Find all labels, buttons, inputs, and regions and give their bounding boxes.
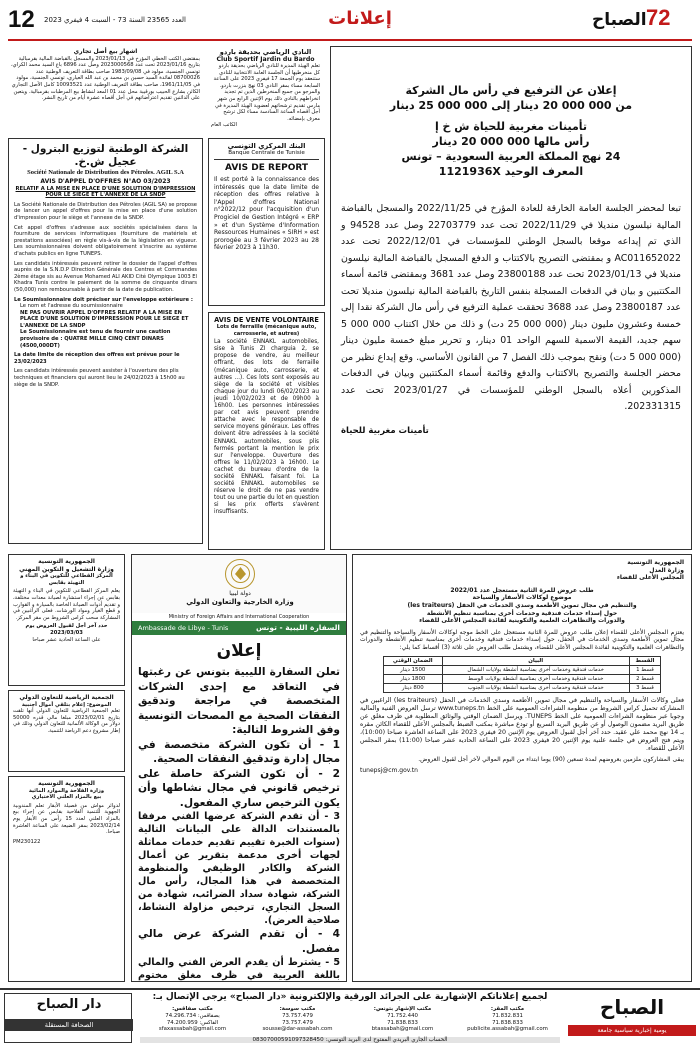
ennakl-sale-notice (208, 312, 325, 550)
business-sale-notice (8, 46, 203, 132)
office-line: بصفاقس: 74.296.734 (165, 1012, 220, 1019)
club-notice (208, 46, 323, 132)
table-header: القسط (629, 656, 661, 665)
embassy-ministry-ar: وزارة الخارجية والتعاون الدولي (186, 598, 294, 606)
office-email[interactable]: publicite.assabah@gmail.com (467, 1026, 548, 1033)
office-line: 71.838.833 (492, 1019, 523, 1026)
footer-headline: لجميع إعلاناتكم الإشهارية على الجرائد الورقية والإلكترونية «دار الصباح» يرجى الإتصال بـ: (152, 992, 548, 1002)
training-deadline: حدد آخر أجل لقبول العروض يوم 2023/03/03 (25, 623, 108, 636)
table-cell: 800 دينار (383, 683, 442, 692)
association-title: الجمعية الرياضية للتعاون الدولي (19, 694, 114, 701)
report-title: AVIS DE REPORT (224, 163, 309, 173)
capital-address: 24 نهج المملكة العربية السعودية – تونس (401, 150, 621, 163)
emblem-caption: دولة ليبيا (229, 590, 251, 597)
ennakl-body: La société ENNAKL automobiles, sise à Tunis ZI charguia 2, se propose de vendre, au meilleur offrant, des lots de ferraille (mécanique auto, carrosserie, et autres …). Ces lots sont exposés au siège de la société et visibles chaque jour du lundi 06/02/2023 au jeudi 10/02/2023 et de 09h00 à 16h00. Les personnes intéressées par cet avis peuvent prendre attache avec le responsable de service moyens généraux. Les offres doivent être adressées à la société ENNAKL automobiles, sous plis fermés portant la mention le prix sur l'enveloppe. Ouverture des offres le 11/02/2023 à 16h00. Le cachet du bureau d'ordre de la société ENNAKL faisant foi. La société ENNAKL automobiles se réserve le droit de ne pas vendre tout ou une partie du lot en question si les prix offerts s'avèrent insuffisants. (214, 339, 319, 516)
embassy-header (132, 555, 346, 613)
footer-account-bar: الحساب الجاري البريدي المفتوح لدى البريد التونسي: 08307000591097328450 (140, 1037, 560, 1043)
table-cell: خدمات فندقية وخدمات أخرى بمناسبة أنشطة بولايات الوسط (442, 674, 629, 683)
agil-bullet: NE PAS OUVRIR APPEL D'OFFRES RELATIF A LA MISE EN PLACE D'UNE SOLUTION D'IMPRESSION POUR LE SIEGE ET L'ANNEXE DE LA SNDP (20, 309, 189, 329)
gabes-title: الجمهورية التونسية (38, 780, 95, 787)
gabes-body: لدوائر مواش من فصيلة الأبقار تعلم المندوبية الجهوية للتنمية الفلاحية بقابس عن إجراء بيع بالمزاد العلني لعدد 15 رأس من الأبقار يوم 2023/02/14 بمقر الضيعة على الساعة العاشرة صباحا. (13, 802, 120, 836)
training-ministry: وزارة التشغيل و التكوين المهني (19, 565, 114, 573)
ennakl-title: AVIS DE VENTE VOLONTAIRE (214, 316, 319, 324)
embassy-intro: تعلن السفارة الليبية بتونس عن رغبتها في التعاقد مع إحدى الشركات المتخصصة في مراجعة وتدقيق النفقات الصحية مع المصحات التونسية وفق الشروط التالية: (138, 666, 340, 736)
office-email[interactable]: sousse@dar-assabah.com (262, 1026, 333, 1033)
footer-office-hq (455, 1006, 560, 1033)
bank-name-ar: البنك المركزي التونسي (227, 142, 306, 150)
agil-body3: Les candidats intéressés peuvent retirer le dossier de l'appel d'offres auprès de la S.N.D.P Direction Générale des Centres et Commandes 2ème étage sis au Avenue Mohamed ALI AKID Cité Olympique 1003 El Khadra Tunis contre le paiement de la somme de cinquante dinars (50,000) non remboursable à partir de la date de publication. (14, 260, 197, 293)
association-notice (8, 690, 125, 772)
club-title: النادي الرياضي بحديقة باردو (219, 48, 312, 56)
club-subtitle: Club Sportif Jardin du Bardo (216, 56, 315, 63)
header-rule (8, 39, 692, 41)
office-line: الفاكس: 74.200.959 (166, 1019, 219, 1026)
logo-text: الصباح (592, 10, 647, 30)
justice-call-scope: حول إسداء خدمات فندقية وخدمات أخرى بمناسبة تنظيم الأنشطة (426, 609, 618, 617)
footer-contact-banner (0, 988, 700, 1045)
emblem-icon (225, 559, 255, 589)
embassy-condition: 2 - أن تكون الشركة حاصلة على ترخيص قانوني في مجال نشاطها وأن يكون الترخيص ساري المفعول. (138, 767, 340, 809)
table-cell: 1500 دينار (383, 665, 442, 674)
embassy-condition: 3 - أن تقدم الشركة عرضها الفني مرفقا بالمستندات الدالة على البيانات التالية (سنوات الخبرة تقييم تقديم خدمات مماثلة لجهات أخرى مدعمة بتقرير عن أعمال الشركة والكادر الوظيفي والمنظومة المتخصصة في هذا المجال، رأس مال الشركة، شهادة سداد الضرائب، شهادة من السجل التجاري، ترخيص مزاولة النشاط، صلاحية العرض). (138, 811, 340, 926)
club-body: تعلم الهيئة المديرة للنادي الرياضي بحديقة باردو كل منخرطيها أن الجلسة العامة الانتخابية للنادي ستنعقد يوم الجمعة 17 فيفري 2023 على الساعة السابعة مساء بمقر النادي 03 نهج بنزرت باردو. والمرجو من جميع المنخرطين الذين تم تجديد انخراطهم بالنادي ذلك يوم الإثنين الرابع من شهر مارس تقديم ترشحاتهم لعضوية الهيئة المديرة في أجل أقصاه الساعة السادسة مساء لكل ترشح معرف بإمضائه. (213, 63, 320, 122)
training-time: على الساعة الحادية عشر صباحا (32, 636, 101, 643)
justice-ministry: وزارة العدل (649, 566, 684, 574)
justice-call-title: موضوع لوكالات الأسفار والسياحة (472, 594, 572, 602)
table-cell: قسط 3 (629, 683, 661, 692)
issue-line: العدد 23565 السنة 73 - السبت 4 فيفري 2023 (44, 16, 186, 24)
training-body: يعلم المركز القطاعي للتكوين في البناء و التهيئة بقابس عن إجراء استشارة لصيانة معدات مختلفة، و تقديم أدوات الصيانة الخاصة بالسيارة و القوارب و قطع الغيار ومواد الورشات. فعلى الراغبين في المشاركة سحب كراس الشروط من مقر المركز. (13, 588, 120, 621)
bank-name-fr: Banque Centrale de Tunisie (228, 150, 305, 156)
office-title: مكتب المقر: (490, 1006, 525, 1012)
central-bank-notice (208, 138, 325, 306)
banner-french: Ambassade de Libye - Tunis (138, 624, 229, 632)
training-center: المركز القطاعي للتكوين في البناء و التهيئة بقابس (20, 573, 113, 586)
footer-right-logo (568, 993, 696, 1043)
justice-call-ref: طلب عروض للمرة الثانية مستعجل عدد 2022/01 (450, 586, 594, 594)
table-cell: خدمات فندقية وخدمات أخرى بمناسبة أنشطة بولايات الشمال (442, 665, 629, 674)
table-header: الضمان الوقتي (383, 656, 442, 665)
agil-object: RELATIF A LA MISE EN PLACE D'UNE SOLUTION D'IMPRESSION POUR LE SIEGE ET L'ANNEXE DE LA SNDP (15, 185, 196, 199)
capital-amount-current: رأس مالها 000 000 20 دينار (432, 135, 590, 148)
capital-body: تبعا لمحضر الجلسة العامة الخارقة للعادة المؤرخ في 2022/11/25 والمسجل بالقباضة المالية نيلسون منديلا في 2022/11/29 تحت عدد 22703779 وصل عدد 94528 و الذي تم إيداعه موقعا بالسجل الوطني للمؤسسات في 2022/12/01 تحت عدد AC011652022 و بمقتضى التصريح بالاكتتاب و الدفع المسجل بالقباضة المالية نيلسون منديلا في 2023/01/13 تحت عدد 23800188 وصل عدد 3681 وبمقتضى قائمة أسماء المكتتبين و بيان في الدفعات المسجلة بنفس التاريخ بالقباضة المالية نيلسون منديلا تحت عدد 23800187 وصل عدد 3688 تحققت عملية الترفيع في رأس مال الشركة نقدا إلى خمسة وعشرون مليون دينار (000 000 25 دت) و ذلك من خلال اكتتاب 000 000 5 سهم جديد، القيمة الاسمية للسهم الواحد 01 دينار، و تحرير مبلغ خمسة مليون دينار (000 000 5 دت) ونقح بموجب ذلك الفصل 7 من القانون الأساسي. وقع إيداع نظير من محضر الجلسة والتصريح بالاكتتاب والدفع وقائمة أسماء المكتتبين وبيان في الدفعات المذكورين أعلاه بالسجل الوطني للمؤسسات في 2023/01/27 تحت عدد 202331315. (341, 203, 682, 412)
agil-opening: Les candidats intéressés peuvent assister à l'ouverture des plis techniques et financiers qui auront lieu le 24/02/2023 à 15h00 au siège de la SNDP. (14, 368, 185, 388)
office-email[interactable]: sfaxassabah@gmail.com (158, 1026, 227, 1033)
left-logo-sub: الصحافة المستقلة (5, 1019, 133, 1031)
training-republic: الجمهورية التونسية (38, 558, 95, 565)
agil-body1: La Société Nationale de Distribution des Pétroles (AGIL SA) se propose de lancer un appel d'offres pour la mise en place d'une solution d'impression pour le siège et l'annexe de la SNDP. (14, 201, 197, 221)
left-logo-text: دار الصباح (36, 997, 102, 1012)
page-number: 12 (8, 6, 35, 33)
office-line: 73.757.479 (282, 1019, 313, 1026)
agil-arabic-name: الشركة الوطنية لتوزيع البترول - عجيل ش.خ. (22, 143, 189, 168)
table-row (383, 683, 661, 692)
capital-id: المعرف الوحيد 1121936X (438, 165, 584, 178)
table-cell: قسط 1 (629, 665, 661, 674)
report-body: Il est porté à la connaissance des intéressés que la date limite de réception des offres relative à l'Appel d'offres National n°2022/12 pour l'acquisition d'un Progiciel de Gestion Intégré « ERP » et d'un Système d'Information Ressources Humaines « SIRH » est prorogée au 3 février 2023 au 28 février 2023 à 11h30. (214, 176, 319, 252)
gabes-auction-notice (8, 776, 125, 982)
agil-body2: Cet appel d'offres s'adresse aux sociétés spécialisées dans la fourniture de services informatiques (fourniture de matériels et prestations associées) en règle vis-à-vis de la législation en vigueur. Les soumissionnaires doivent obligatoirement s'inscrire au système d'achats publics en ligne TUNEPS. (14, 224, 197, 257)
capital-increase-notice (330, 46, 692, 550)
banner-arabic: السفارة الليبية - تونس (255, 623, 340, 632)
footer-office-sfax (140, 1006, 245, 1033)
agil-deposit-title: Le Soumissionnaire doit préciser sur l'enveloppe extérieure : (14, 296, 193, 303)
table-row (383, 665, 661, 674)
anniversary-number: 72 (646, 5, 671, 30)
training-center-notice (8, 554, 125, 686)
table-row (383, 674, 661, 683)
embassy-condition: 1 - أن تكون الشركة متخصصة في مجال إدارة وتدقيق النفقات الصحية. (138, 738, 340, 765)
justice-contact[interactable]: tunepsj@cm.gov.tn (360, 766, 418, 774)
capital-signature: تأمينات مغربية للحياة (341, 425, 429, 436)
footer-office-tunis (350, 1006, 455, 1033)
section-title: إعلانات (328, 8, 392, 29)
gabes-subtitle: بيع بالمزاد العلني الاختياري (31, 794, 102, 801)
capital-amount: من 000 000 20 دينار إلى 000 000 25 دينار (389, 99, 633, 112)
embassy-ministry-en: Ministry of Foreign Affairs and International Cooperation (168, 614, 310, 620)
table-header-row (383, 656, 661, 665)
club-signature: الكاتب العام (211, 122, 237, 129)
capital-company: تأمينات مغربية للحياة ش خ إ (434, 120, 588, 133)
association-body: تعلم الجمعية الرياضية للتعاون الدولي أنها تلقت بتاريخ 2023/02/01 مبلغا مالي قدره 50000 دولار من الوكالة الألمانية للتعاون الدولي وذلك في إطار مشروع دعم الرياضة للتنمية. (13, 708, 120, 734)
libyan-embassy-notice (131, 554, 347, 982)
agil-tender (8, 138, 203, 544)
justice-call-scope2: والدورات والتظاهرات العلمية والتكوينية لفائدة المجلس الأعلى للقضاء (419, 617, 625, 625)
embassy-title: إعلان (216, 641, 262, 661)
notice-title: اشهار بيع أصل تجاري (73, 48, 138, 55)
agil-bullet: Le Soumissionnaire est tenu de fournir une caution provisoire de : QUATRE MILLE CINQ CENT DINARS (4500,000DT) (20, 329, 171, 349)
justice-tender-notice (352, 554, 692, 982)
table-cell: خدمات فندقية وخدمات أخرى بمناسبة أنشطة بولايات الجنوب (442, 683, 629, 692)
office-line: 73.757.479 (282, 1012, 313, 1019)
agil-bullet: Le nom et l'adresse du soumissionnaire (20, 303, 123, 310)
divider (214, 159, 319, 160)
office-line: 71.752.440 (387, 1012, 418, 1019)
right-logo-text: الصباح (599, 995, 665, 1019)
office-title: مكتب صفاقس: (172, 1006, 213, 1012)
embassy-condition: 4 - أن تقدم الشركة عرض مالي مفصل. (138, 928, 340, 955)
footer-left-logo (4, 993, 132, 1043)
gabes-code: PM230122 (13, 838, 41, 845)
agil-ref: AVIS D'APPEL D'OFFRES N°AO 03/2023 (40, 178, 171, 185)
notice-body: بمقتضى الكتب الخطي المؤرخ في 2023/01/13 والمسجل بالقباضة المالية بقرمبالية بتاريخ 2023/01/16 تحت عدد 2023000568 وصل عدد 6896 باع السيد محمد الكراي، تونسي الجنسية، مولود في 1983/09/08 صاحب بطاقة التعريف الوطنية عدد 08700026 لفائدة السيد حسين بن محمد بن عبد الله العياري، تونسي الجنسية، مولود في 1961/11/05، صاحب بطاقة التعريف الوطنية عدد 10093521 كامل الأصل التجاري الكائن بشارع الحبيب بورقيبة محل عدد 01 المعد لنشاط بيع المرطبات بقرمبالية. ويتعين على الدائنين تقديم اعتراضاتهم في أجل أقصاه عشرة أيام من تاريخ النشر. (11, 55, 200, 102)
office-line: 71.832.831 (492, 1012, 523, 1019)
lots-table (383, 656, 662, 693)
office-title: مكتب الإشهار بتونس: (373, 1006, 432, 1012)
justice-body: فعلى وكالات الأسفار والسياحة والتنظيم في مجال تموين الأطعمة وسدي الخدمات في الحفل (les traiteurs) الراغبين في المشاركة تحميل كراس الشروط من منظومة الشراءات العمومية على الخط www.tuneps.tn ترسل العروض الفنية والمالية وجوبا عبر منظومة الشراءات العمومية على الخط TUNEPS. ويرسل الضمان الوقتي والوثائق المطلوبة في ظرف مغلق عن طريق البريد مضمون الوصول أو عن طريق البريد السريع أو تودع مباشرة بمكتب الضبط بالمجلس الأعلى للقضاء الكائن مقره بـ 14 نهج محمد علي عقيد. حدد آخر أجل لقبول العروض يوم الإثنين 20 فيفري 2023 على الساعة العاشرة صباحا (10:00)، ويتم فتح العروض في جلسة علنية يوم الإثنين 20 فيفري 2023 على الساعة الحادية عشر صباحا (11:00) بمقر المجلس الأعلى للقضاء. (360, 696, 685, 753)
masthead-logo (592, 4, 692, 36)
footer-office-sousse (245, 1006, 350, 1033)
right-logo-sub: يومية إخبارية سياسية جامعة (568, 1025, 696, 1036)
justice-intro: يعتزم المجلس الأعلى للقضاء إعلان طلب عروض للمرة الثانية مستعجل على الخط موجه لوكالات الأسفار والسياحة والتنظيم في مجال تموين الأطعمة وسدي الخدمات في الحفل، حول إسداء خدمات فندقية وخدمات أخرى بمناسبة تنظيم الأنشطة والدورات والتظاهرات العلمية والتكوينية لفائدة المجلس الأعلى للقضاء، ويشتمل طلب العروض على ثلاثة (3) أقساط كما يلي: (360, 628, 684, 651)
table-header: البيان (442, 656, 629, 665)
table-cell: 1800 دينار (383, 674, 442, 683)
agil-deadline: La date limite de réception des offres est prévue pour le 23/02/2023 (14, 352, 180, 365)
gabes-ministry: وزارة الفلاحة والموارد المائية (28, 787, 105, 794)
justice-republic: الجمهورية التونسية (627, 559, 684, 566)
justice-note: يبقى المشاركون ملزمين بعروضهم لمدة تسعين (90) يوما ابتداء من اليوم الموالي لآخر أجل لقبول العروض. (418, 756, 684, 764)
agil-french-name: Société Nationale de Distribution des Pétroles. AGIL S.A (27, 169, 184, 176)
office-line: 71.838.833 (387, 1019, 418, 1026)
association-subtitle: الموضوع: إعلام بتلقي أموال أجنبية (21, 701, 112, 708)
ennakl-subtitle: Lots de ferraille (mécanique auto, carrosserie, et autres) (216, 324, 317, 337)
table-cell: قسط 2 (629, 674, 661, 683)
justice-council: المجلس الأعلى للقضاء (616, 574, 684, 582)
embassy-banner (132, 621, 346, 635)
justice-call-subject: والتنظيم في مجال تموين الأطعمة وسدي الخدمات في الحفل (les traiteurs) (407, 601, 637, 609)
embassy-condition: 5 - يشترط أن يقدم العرض الفني والمالي باللغة العربية في ظرف مغلق مختوم (138, 957, 340, 981)
office-title: مكتب سوسة: (279, 1006, 316, 1012)
office-email[interactable]: btassabah@gmail.com (371, 1026, 434, 1033)
capital-title: إعلان عن الترفيع في رأس مال الشركة (405, 84, 617, 97)
